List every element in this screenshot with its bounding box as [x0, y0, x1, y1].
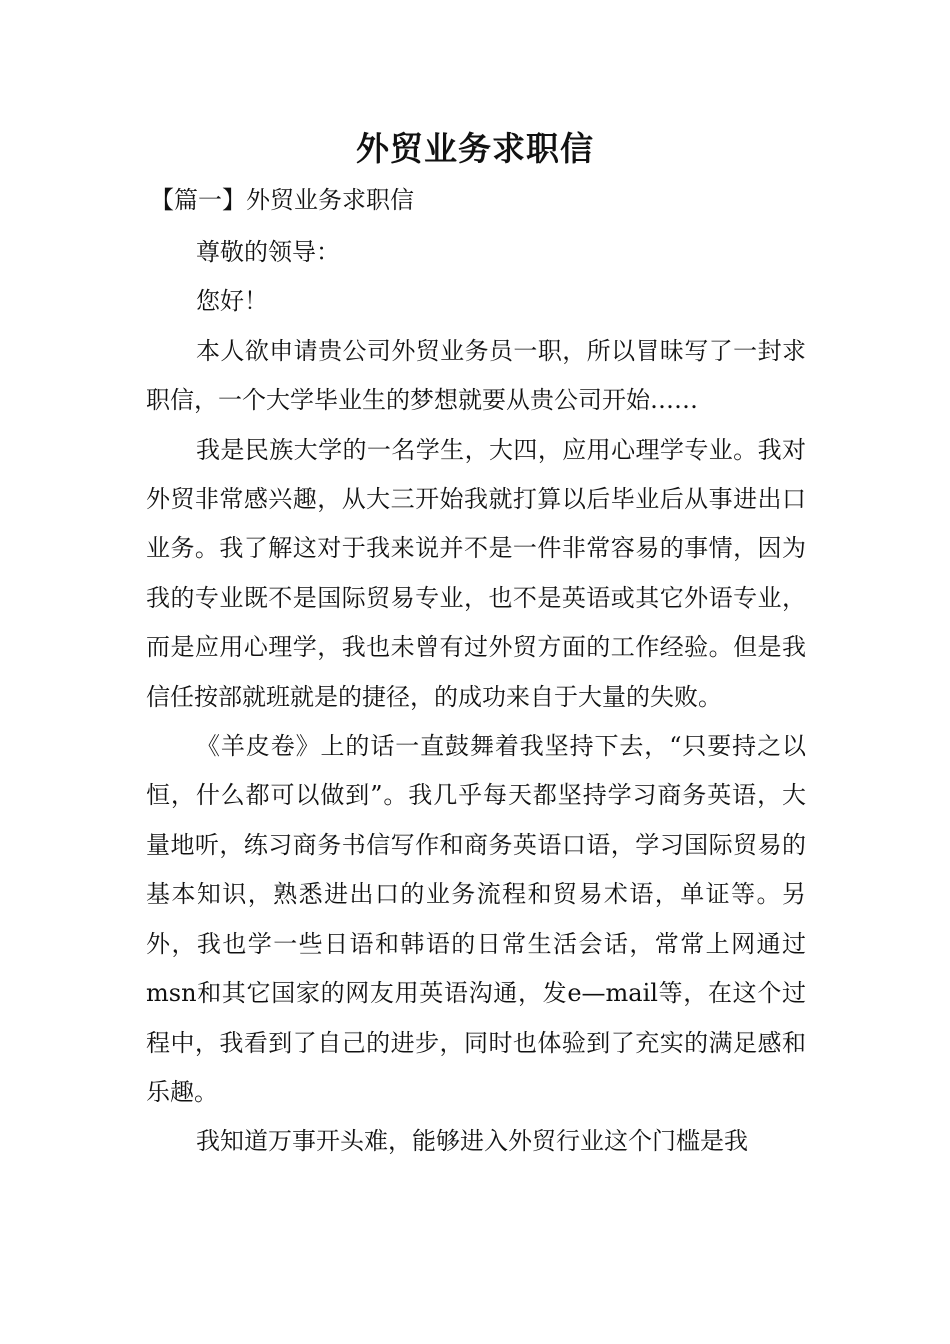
salutation: 尊敬的领导：: [196, 238, 340, 266]
section-heading: 【篇一】外贸业务求职信: [150, 186, 414, 214]
body-paragraph: 我是民族大学的一名学生，大四，应用心理学专业。我对外贸非常感兴趣，从大三开始我就打算以后毕业后从事进出口业务。我了解这对于我来说并不是一件非常容易的事情，因为我的专业既不是国际贸易专业，也不是英语或其它外语专业，而是应用心理学，我也未曾有过外贸方面的工作经验。但是我信任按部就班就是的捷径，的成功来自于大量的失败。: [146, 435, 806, 711]
body-paragraph: 《羊皮卷》上的话一直鼓舞着我坚持下去，“只要持之以恒，什么都可以做到”。我几乎每天都坚持学习商务英语，大量地听，练习商务书信写作和商务英语口语，学习国际贸易的基本知识，熟悉进出口的业务流程和贸易术语，单证等。另外，我也学一些日语和韩语的日常生活会话，常常上网通过msn和其它国家的网友用英语沟通，发e—mail等，在这个过程中，我看到了自己的进步，同时也体验到了充实的满足感和乐趣。: [146, 732, 806, 1106]
letter-body: [146, 228, 806, 1167]
body-paragraph: 本人欲申请贵公司外贸业务员一职，所以冒昧写了一封求职信，一个大学毕业生的梦想就要从贵公司开始……: [146, 336, 806, 415]
document-title: 外贸业务求职信: [356, 129, 594, 168]
greeting: 您好！: [196, 287, 268, 316]
body-paragraph: 我知道万事开头难，能够进入外贸行业这个门槛是我: [196, 1127, 748, 1156]
